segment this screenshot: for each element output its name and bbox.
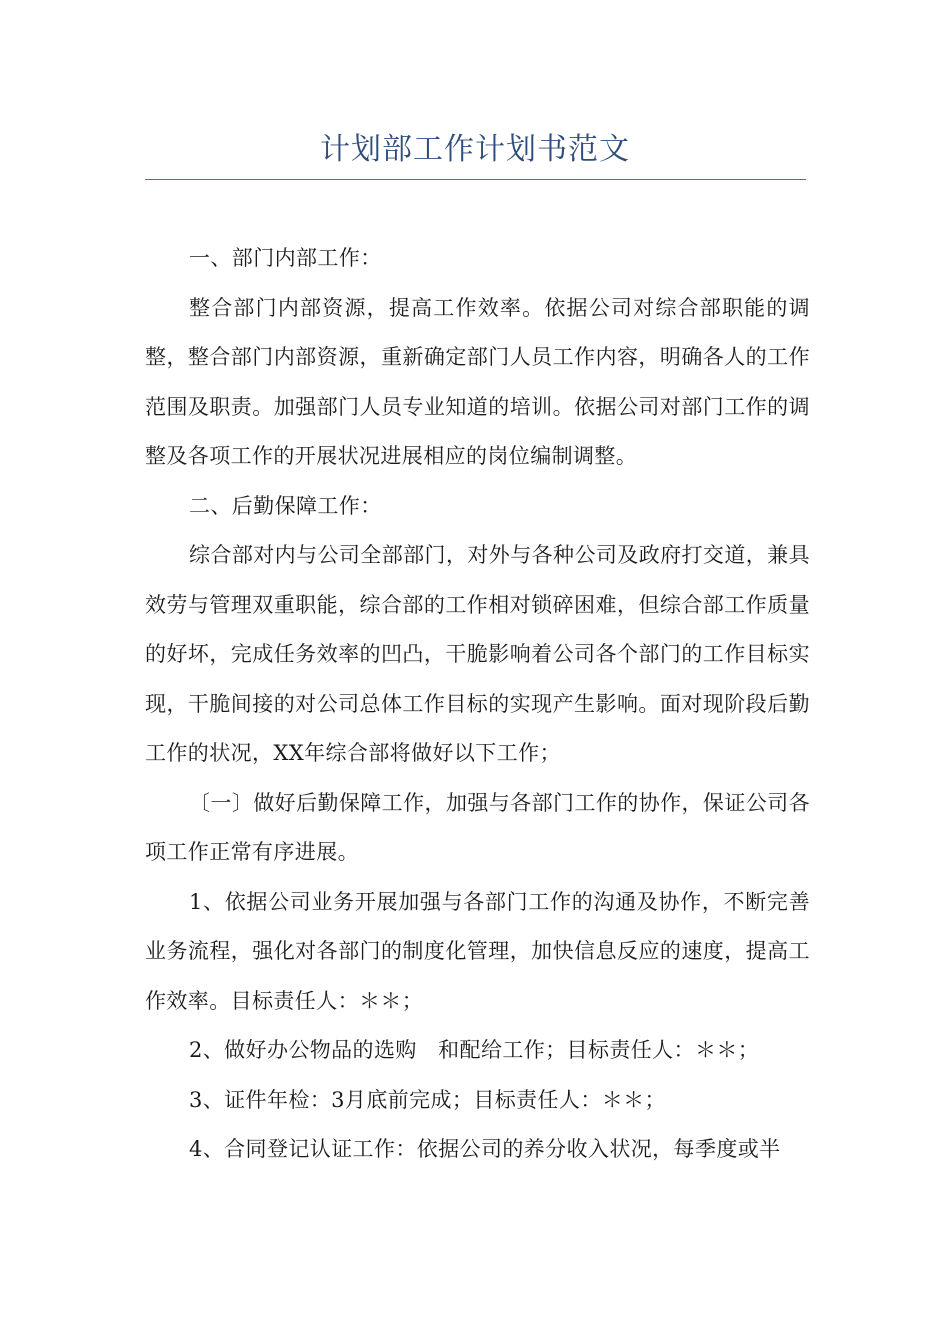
section-heading-1: 一、部门内部工作： — [189, 246, 382, 270]
document-body — [145, 234, 810, 1175]
list-item: 3、证件年检：3月底前完成；目标责任人：＊＊； — [189, 1087, 666, 1112]
section-heading-2: 二、后勤保障工作： — [189, 493, 382, 518]
list-item: 4、合同登记认证工作：依据公司的养分收入状况，每季度或半 — [189, 1137, 781, 1161]
list-item: 2、做好办公物品的选购 和配给工作；目标责任人：＊＊； — [189, 1038, 760, 1062]
paragraph: 综合部对内与公司全部部门，对外与各种公司及政府打交道，兼具效劳与管理双重职能，综合部的工作相对锁碎困难，但综合部工作质量的好坏，完成任务效率的凹凸，干脆影响着公司各个部门的工作目标实现，干脆间接的对公司总体工作目标的实现产生影响。面对现阶段后勤工作的状况，XX年综合部将做好以下工作； — [145, 543, 810, 765]
list-item: 1、依据公司业务开展加强与各部门工作的沟通及协作，不断完善业务流程，强化对各部门的制度化管理，加快信息反应的速度，提高工作效率。目标责任人：＊＊； — [145, 889, 810, 1013]
sub-heading: 〔一〕做好后勤保障工作，加强与各部门工作的协作，保证公司各项工作正常有序进展。 — [145, 790, 810, 864]
document-title: 计划部工作计划书范文 — [320, 132, 630, 167]
title-underline — [145, 179, 806, 180]
paragraph: 整合部门内部资源，提高工作效率。依据公司对综合部职能的调整，整合部门内部资源，重新确定部门人员工作内容，明确各人的工作范围及职责。加强部门人员专业知道的培训。依据公司对部门工作的调整及各项工作的开展状况进展相应的岗位编制调整。 — [145, 295, 810, 468]
